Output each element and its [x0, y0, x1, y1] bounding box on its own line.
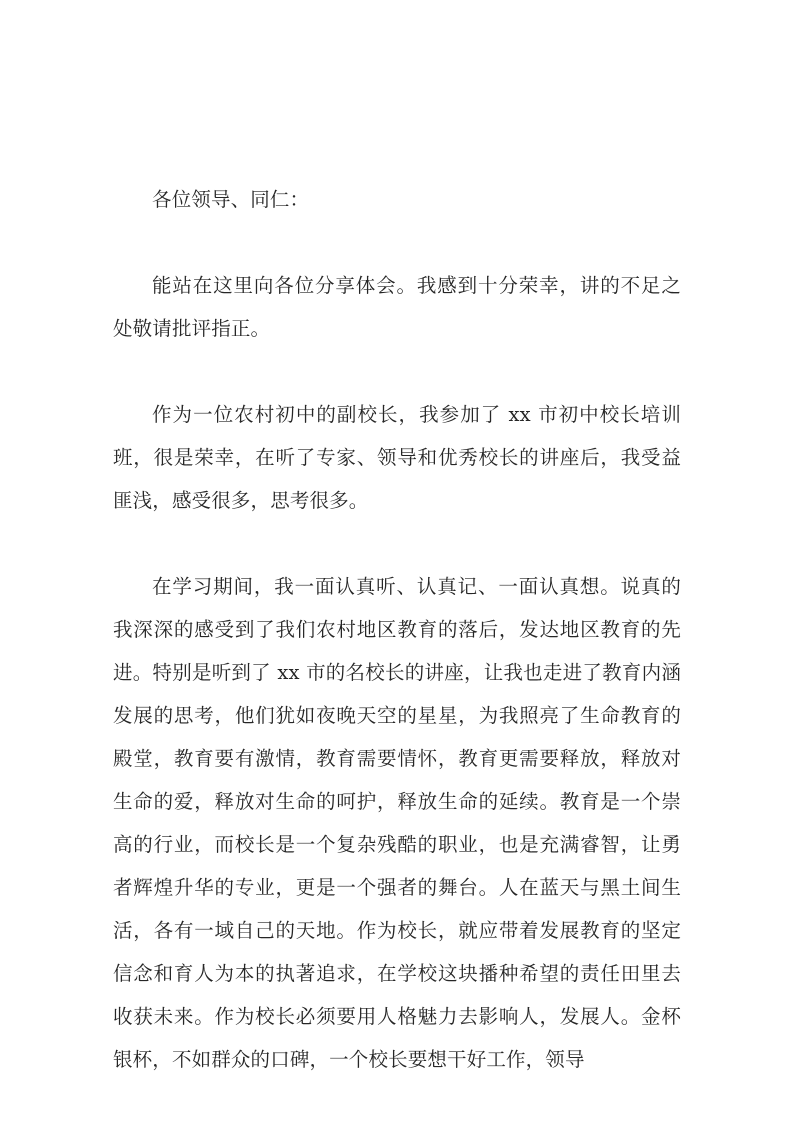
document-text-body: [113, 0, 681, 1081]
paragraph-background: 作为一位农村初中的副校长，我参加了 xx 市初中校长培训班，很是荣幸，在听了专家、领导和优秀校长的讲座后，我受益匪浅，感受很多，思考很多。: [113, 403, 681, 512]
paragraph-salutation: 各位领导、同仁：: [152, 188, 310, 211]
top-margin-spacer: [113, 0, 681, 178]
paragraph-reflection: 在学习期间，我一面认真听、认真记、一面认真想。说真的我深深的感受到了我们农村地区教育的落后，发达地区教育的先进。特别是听到了 xx 市的名校长的讲座，让我也走进了教育内涵发展的思考，他们犹如夜晚天空的星星，为我照亮了生命教育的殿堂，教育要有激情，教育需要情怀，教育更需要释放，释放对生命的爱，释放对生命的呵护，释放生命的延续。教育是一个崇高的行业，而校长是一个复杂残酷的职业，也是充满睿智，让勇者辉煌升华的专业，更是一个强者的舞台。人在蓝天与黑土间生活，各有一域自己的天地。作为校长，就应带着发展教育的坚定信念和育人为本的执著追求，在学校这块播种希望的责任田里去收获未来。作为校长必须要用人格魅力去影响人，发展人。金杯银杯，不如群众的口碑，一个校长要想干好工作，领导: [113, 575, 681, 1071]
paragraph-opening: 能站在这里向各位分享体会。我感到十分荣幸，讲的不足之处敬请批评指正。: [113, 274, 681, 340]
